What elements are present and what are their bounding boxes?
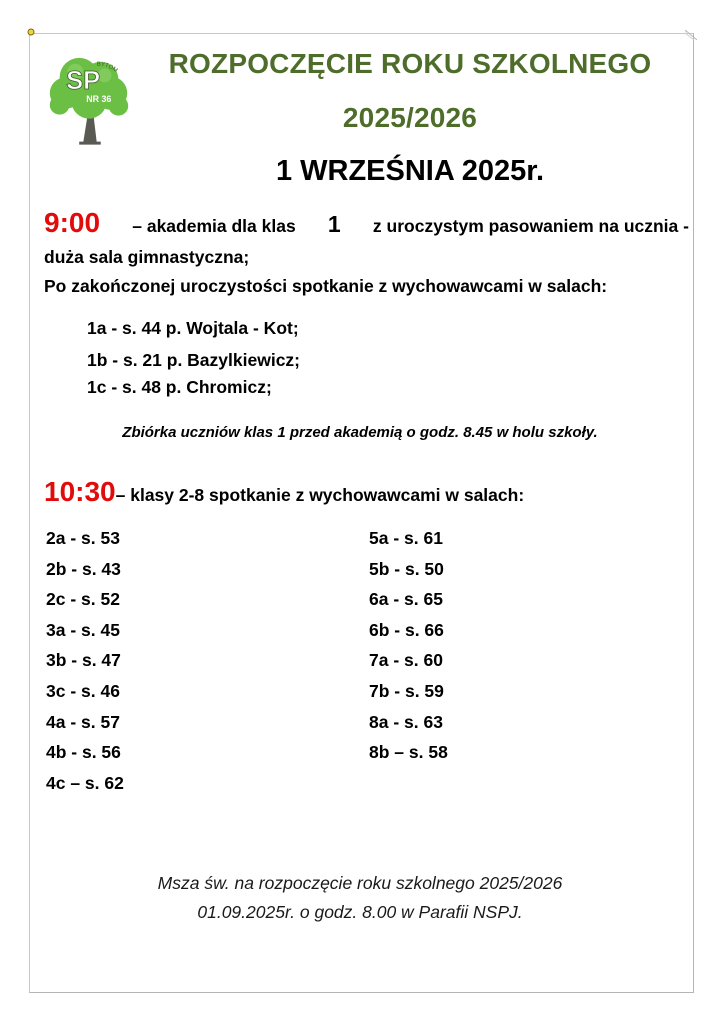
mass-line-1: Msza św. na rozpoczęcie roku szkolnego 2025/2026	[157, 873, 563, 893]
room-item: 3b - s. 47	[46, 650, 121, 671]
room-item: 7b - s. 59	[369, 680, 444, 701]
room-item: 4c – s. 62	[46, 772, 124, 793]
event-900-text-pre: – akademia dla klas	[132, 216, 296, 236]
event-900-line-3: Po zakończonej uroczystości spotkanie z wychowawcami w salach:	[44, 276, 608, 296]
pin-icon	[27, 28, 35, 36]
room-item: 6a - s. 65	[369, 589, 443, 610]
title-line-1: ROZPOCZĘCIE ROKU SZKOLNEGO	[168, 48, 652, 79]
event-900-text-post: z uroczystym pasowaniem na ucznia -	[372, 216, 689, 236]
room-item: 8b – s. 58	[369, 742, 448, 763]
time-1030: 10:30	[44, 476, 116, 507]
event-900-block	[44, 207, 689, 297]
room-item: 5a - s. 61	[369, 528, 443, 548]
room-item: 2a - s. 53	[46, 528, 120, 548]
mass-line-2: 01.09.2025r. o godz. 8.00 w Parafii NSPJ.	[197, 902, 523, 922]
time-900: 9:00	[44, 207, 101, 238]
school-logo	[40, 50, 138, 148]
event-1030-text: – klasy 2-8 spotkanie z wychowawcami w salach:	[115, 485, 525, 505]
rooms-list-right	[369, 526, 448, 771]
event-900-grade: 1	[327, 211, 341, 237]
room-item: 3c - s. 46	[46, 680, 120, 701]
room-item: 7a - s. 60	[369, 650, 443, 671]
class-1b: 1b - s. 21 p. Bazylkiewicz;	[87, 350, 300, 370]
logo-number: NR 36	[86, 93, 112, 104]
rooms-list-left	[46, 526, 124, 801]
room-item: 3a - s. 45	[46, 619, 120, 640]
room-item: 8a - s. 63	[369, 711, 443, 732]
title-line-2: 2025/2026	[342, 102, 478, 133]
event-date: 1 WRZEŚNIA 2025r.	[275, 155, 545, 187]
class-1c: 1c - s. 48 p. Chromicz;	[87, 377, 272, 397]
room-item: 2b - s. 43	[46, 558, 121, 579]
event-900-line-1	[44, 207, 689, 239]
gathering-note: Zbiórka uczniów klas 1 przed akademią o godz. 8.45 w holu szkoły.	[122, 424, 598, 441]
class-1a: 1a - s. 44 p. Wojtala - Kot;	[87, 318, 299, 338]
event-1030-line	[44, 476, 524, 508]
event-900-line-2: duża sala gimnastyczna;	[44, 247, 250, 267]
logo-arc-text: BYTOM	[96, 61, 119, 75]
room-item: 6b - s. 66	[369, 619, 444, 640]
room-item: 4a - s. 57	[46, 711, 120, 732]
room-item: 5b - s. 50	[369, 558, 444, 579]
room-item: 2c - s. 52	[46, 589, 120, 610]
logo-initials: SP	[66, 67, 101, 96]
room-item: 4b - s. 56	[46, 742, 121, 763]
page-corner-icon	[685, 30, 697, 40]
